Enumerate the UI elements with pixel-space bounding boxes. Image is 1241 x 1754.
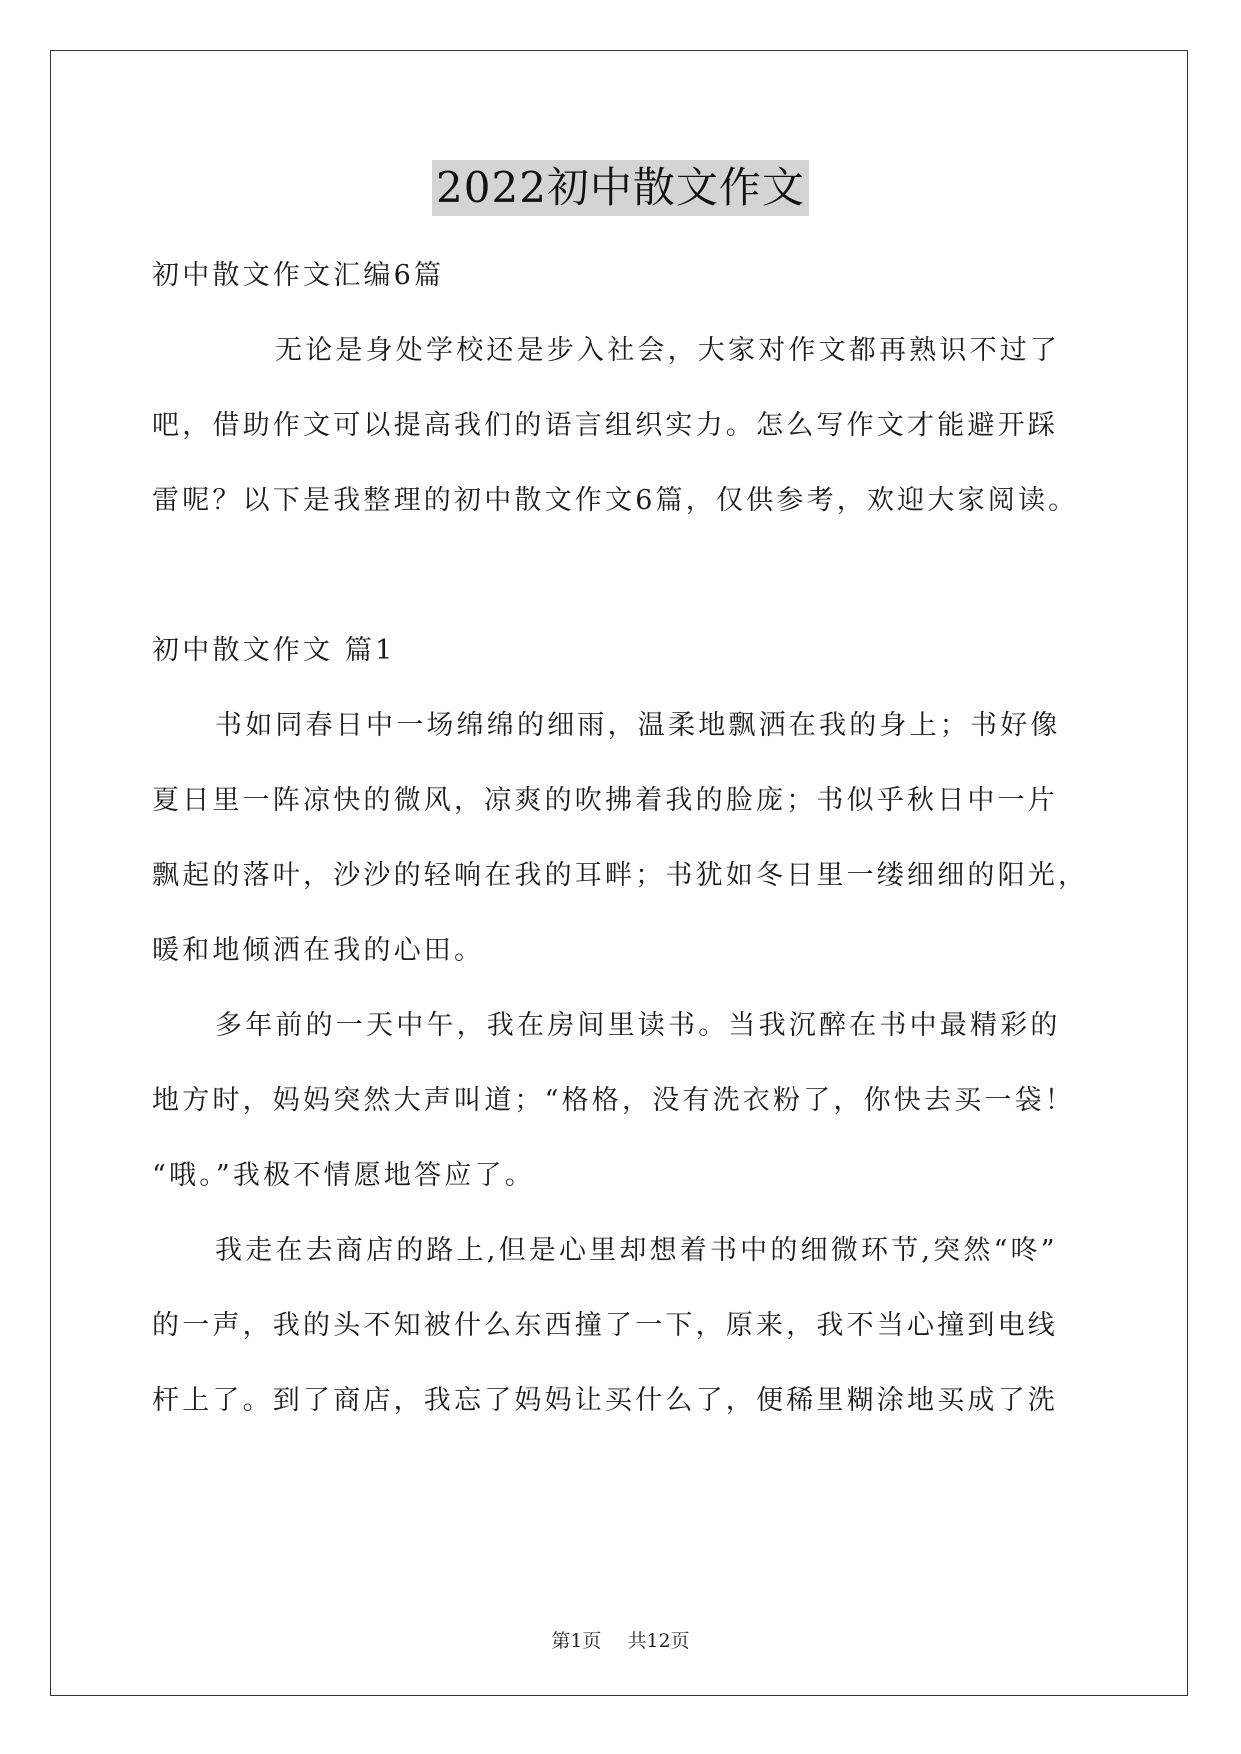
intro-line: 吧，借助作文可以提高我们的语言组织实力。怎么写作文才能避开踩 [152, 410, 1058, 441]
paragraph-line: “哦。”我极不情愿地答应了。 [152, 1160, 535, 1191]
paragraph-line: 夏日里一阵凉快的微风，凉爽的吹拂着我的脸庞；书似乎秋日中一片 [152, 785, 1058, 816]
paragraph-line: 飘起的落叶，沙沙的轻响在我的耳畔；书犹如冬日里一缕细细的阳光， [152, 860, 1089, 891]
paragraph-line: 多年前的一天中午，我在房间里读书。当我沉醉在书中最精彩的 [215, 1010, 1061, 1041]
paragraph-line: 我走在去商店的路上,但是心里却想着书中的细微环节,突然“咚” [215, 1235, 1058, 1266]
paragraph-line: 地方时，妈妈突然大声叫道；“格格，没有洗衣粉了，你快去买一袋！ [152, 1085, 1076, 1116]
document-subtitle: 初中散文作文汇编6篇 [152, 260, 445, 291]
intro-line: 无论是身处学校还是步入社会，大家对作文都再熟识不过了 [275, 335, 1061, 366]
paragraph-line: 书如同春日中一场绵绵的细雨，温柔地飘洒在我的身上；书好像 [215, 710, 1061, 741]
spacer [152, 538, 1092, 613]
paragraph-line: 杆上了。到了商店，我忘了妈妈让买什么了，便稀里糊涂地买成了洗 [152, 1385, 1058, 1416]
page-footer [0, 1626, 1241, 1653]
document-title: 2022初中散文作文 [432, 160, 809, 216]
title-container [0, 160, 1241, 216]
section-heading: 初中散文作文 篇1 [152, 635, 396, 666]
page-total: 共12页 [627, 1630, 690, 1652]
intro-line: 雷呢？以下是我整理的初中散文作文6篇，仅供参考，欢迎大家阅读。 [152, 485, 1079, 516]
paragraph-line: 暖和地倾洒在我的心田。 [152, 935, 485, 966]
page-number: 第1页 [551, 1630, 602, 1652]
paragraph-line: 的一声，我的头不知被什么东西撞了一下，原来，我不当心撞到电线 [152, 1310, 1058, 1341]
document-body [152, 238, 1092, 1438]
